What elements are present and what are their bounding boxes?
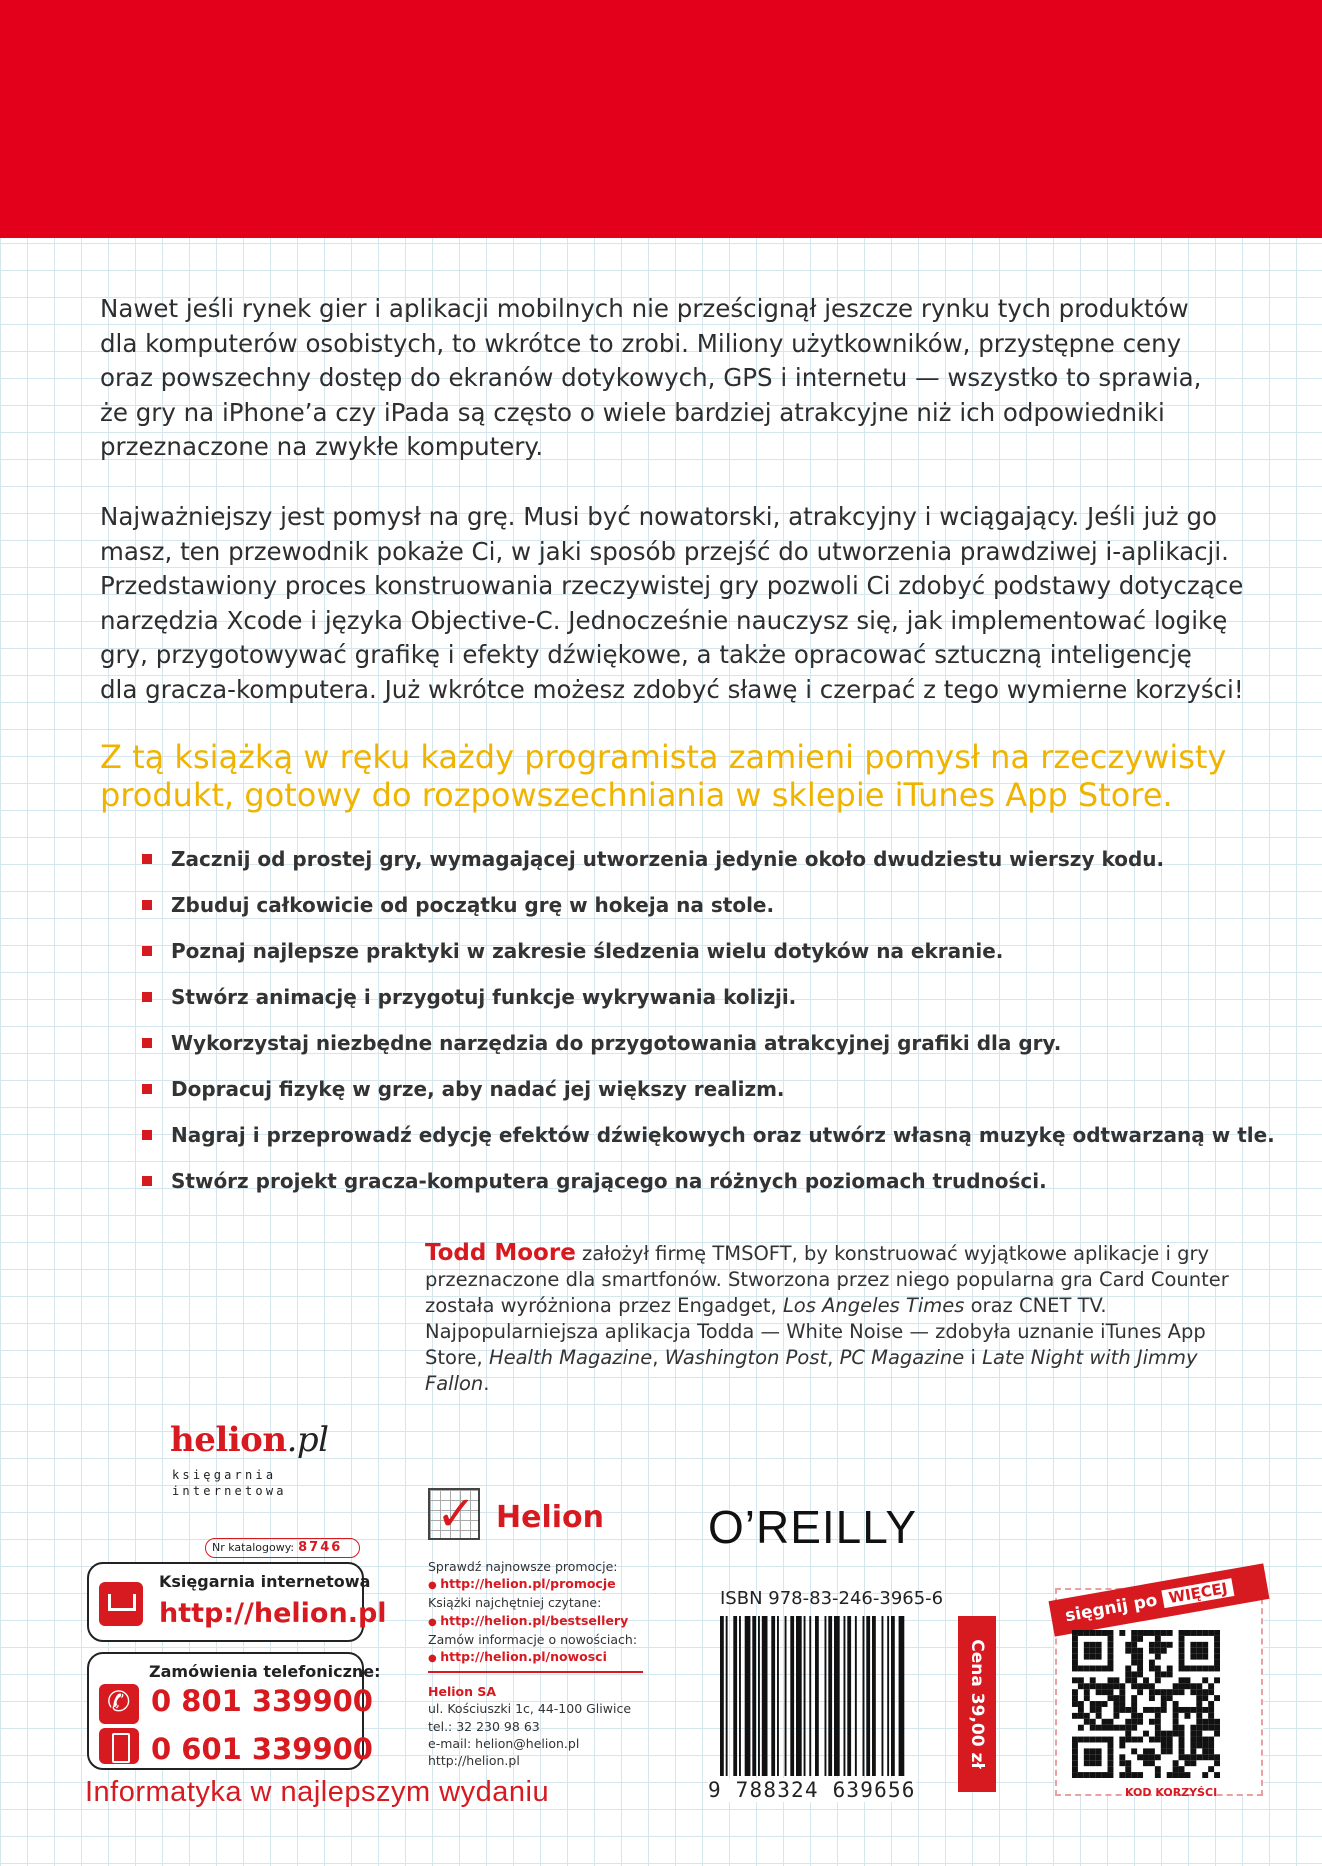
shopping-cart-icon xyxy=(99,1582,143,1626)
intro-paragraph-1 xyxy=(100,292,1210,465)
tagline-line: Z tą książką w ręku każdy programista zamieni pomysł na rzeczywisty xyxy=(100,738,1227,776)
phone-number-mobile: 0 601 339900 xyxy=(151,1732,373,1766)
bullet-square-icon xyxy=(142,1084,152,1094)
qr-ribbon: sięgnij po WIĘCEJ xyxy=(1049,1563,1270,1636)
text-line: gry, przygotowywać grafikę i efekty dźwiękowe, a także opracować sztuczną inteligencję xyxy=(100,640,1192,669)
divider xyxy=(428,1671,643,1673)
qr-label: KOD KORZYŚCI xyxy=(1125,1786,1218,1799)
text-line: Przedstawiony proces konstruowania rzeczywistej gry pozwoli Ci zdobyć podstawy dotyczące xyxy=(100,571,1244,600)
bullet-square-icon xyxy=(142,900,152,910)
online-shop-box: Księgarnia internetowa http://helion.pl xyxy=(87,1562,364,1642)
tagline-line: produkt, gotowy do rozpowszechniania w sklepie iTunes App Store. xyxy=(100,776,1173,814)
qr-code[interactable] xyxy=(1072,1630,1220,1778)
bestsellers-link[interactable]: ● http://helion.pl/bestsellery xyxy=(428,1612,643,1631)
top-red-band xyxy=(0,0,1322,238)
bullet-square-icon xyxy=(142,992,152,1002)
text-line: Nawet jeśli rynek gier i aplikacji mobilnych nie prześcignął jeszcze rynku tych produktów xyxy=(100,294,1189,323)
promo-info: Sprawdź najnowsze promocje: ● http://helion.pl/promocje Książki najchętniej czytane: ● http://helion.pl/bestsellery Zamów informacje o nowościach: ● http://helion.pl/nowosci Helion SA ul. Kościuszki 1c, 44-100 Gliwice tel.: 32 230 98 63 e-mail: helion@helion.pl http://helion.pl xyxy=(428,1558,643,1769)
isbn: ISBN 978-83-246-3965-6 xyxy=(720,1588,944,1609)
motto: Informatyka w najlepszym wydaniu xyxy=(85,1776,550,1808)
helion-checkmark-icon xyxy=(428,1488,480,1540)
text-line: oraz powszechny dostęp do ekranów dotykowych, GPS i internetu — wszystko to sprawia, xyxy=(100,363,1202,392)
promo-link[interactable]: ● http://helion.pl/promocje xyxy=(428,1575,643,1594)
catalog-number: Nr katalogowy: 8746 xyxy=(205,1538,360,1558)
bullet-square-icon xyxy=(142,1176,152,1186)
text-line: przeznaczone na zwykłe komputery. xyxy=(100,432,544,461)
text-line: dla komputerów osobistych, to wkrótce to zrobi. Miliony użytkowników, przystępne ceny xyxy=(100,328,1182,358)
bullet-square-icon xyxy=(142,854,152,864)
text-line: Najważniejszy jest pomysł na grę. Musi być nowatorski, atrakcyjny i wciągający. Jeśli już go xyxy=(100,502,1217,531)
author-bio: Todd Moore założył firmę TMSOFT, by konstruować wyjątkowe aplikacje i gry przeznaczone dla smartfonów. Stworzona przez niego popularna gra Card Counter została wyróżniona przez Engadget, Los Angeles Times oraz CNET TV. Najpopularniejsza aplikacja Todda — White Noise — zdobyła uznanie iTunes App Store, Health Magazine, Washington Post, PC Magazine i Late Night with Jimmy Fallon. xyxy=(425,1240,1229,1395)
intro-paragraph-2 xyxy=(100,500,1244,707)
shop-link[interactable]: http://helion.pl xyxy=(159,1598,387,1629)
bullet-square-icon xyxy=(142,946,152,956)
text-line: dla gracza-komputera. Już wkrótce możesz zdobyć sławę i czerpać z tego wymierne korzyści! xyxy=(100,674,1244,704)
text-line: masz, ten przewodnik pokaże Ci, w jaki sposób przejść do utworzenia prawdziwej i-aplikacji. xyxy=(100,536,1229,566)
text-line: że gry na iPhone’a czy iPada są często o wiele bardziej atrakcyjne niż ich odpowiedniki xyxy=(100,397,1165,427)
phone-icon xyxy=(99,1684,139,1724)
author-name: Todd Moore xyxy=(425,1240,576,1266)
oreilly-logo: O’REILLY xyxy=(708,1501,918,1553)
phone-number-landline: 0 801 339900 xyxy=(151,1684,373,1718)
price-tag: Cena 39,00 zł xyxy=(958,1616,996,1792)
mobile-phone-icon xyxy=(99,1728,139,1764)
company-name: Helion SA xyxy=(428,1684,497,1700)
barcode xyxy=(720,1616,952,1788)
bullet-square-icon xyxy=(142,1038,152,1048)
tagline xyxy=(100,738,1230,814)
phone-orders-box: ✆ Zamówienia telefoniczne: 0 801 339900 0 601 339900 xyxy=(87,1652,364,1770)
text-line: narzędzia Xcode i języka Objective-C. Jednocześnie nauczysz się, jak implementować logikę xyxy=(100,605,1228,635)
helion-pl-logo: helion.pl księgarnia internetowa xyxy=(170,1420,329,1498)
bullet-square-icon xyxy=(142,1130,152,1140)
news-link[interactable]: ● http://helion.pl/nowosci xyxy=(428,1648,643,1667)
helion-logo: ✓ Helion xyxy=(428,1488,648,1548)
barcode-number: 9 788324 639656 xyxy=(708,1778,916,1802)
